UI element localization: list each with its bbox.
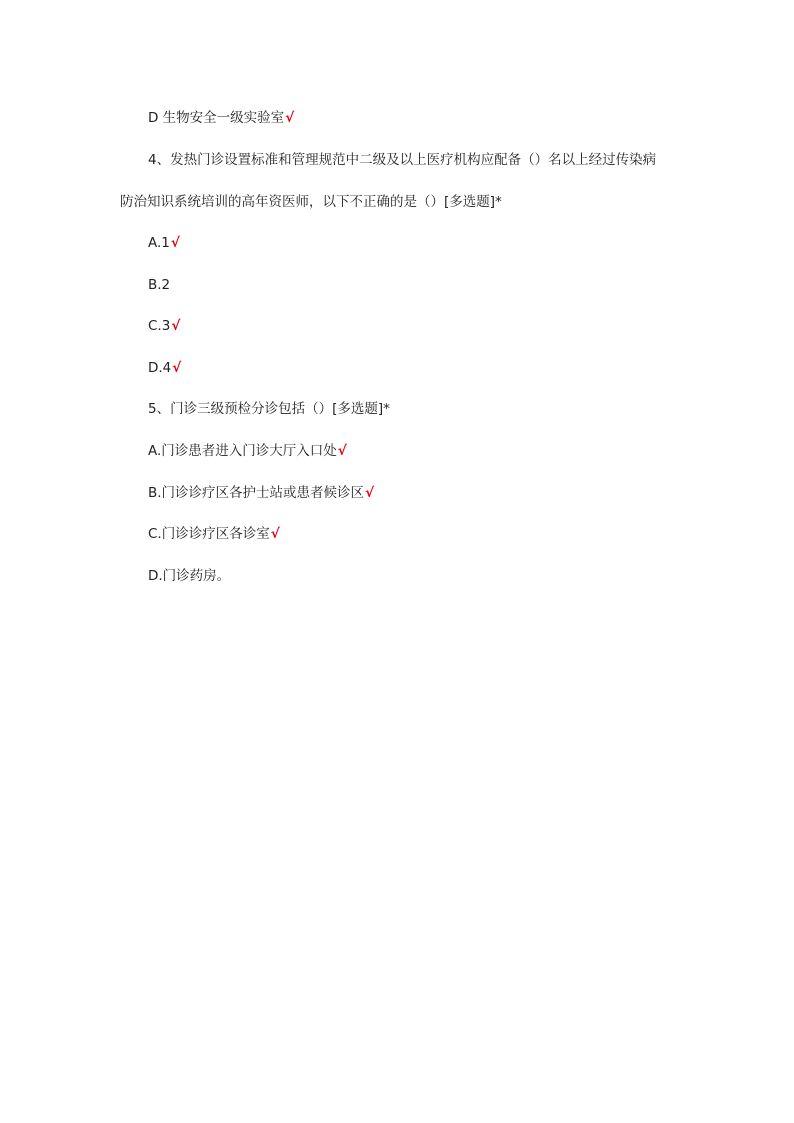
check-mark-icon: √ <box>170 235 180 251</box>
q4-option-c-label: C.3 <box>148 318 171 334</box>
check-mark-icon: √ <box>172 360 182 376</box>
q4-option-a-label: A.1 <box>148 235 170 251</box>
q5-option-a <box>148 442 347 460</box>
q5-option-c-label: C.门诊诊疗区各诊室 <box>148 526 270 542</box>
check-mark-icon: √ <box>270 526 280 542</box>
q5-option-d <box>148 567 230 585</box>
q5-option-c <box>148 525 280 543</box>
check-mark-icon: √ <box>285 110 295 126</box>
check-mark-icon: √ <box>171 318 181 334</box>
check-mark-icon: √ <box>337 443 347 459</box>
q3-option-d <box>148 109 294 127</box>
q4-option-b <box>148 276 170 294</box>
q5-option-d-label: D.门诊药房。 <box>148 568 231 584</box>
q4-stem-line1: 4、发热门诊设置标准和管理规范中二级及以上医疗机构应配备（）名以上经过传染病 <box>148 152 657 168</box>
q4-option-c <box>148 317 180 335</box>
q4-option-d <box>148 359 181 377</box>
q4-option-b-label: B.2 <box>148 277 171 293</box>
q5-stem: 5、门诊三级预检分诊包括（）[多选题]* <box>148 401 390 417</box>
q3-option-d-label: D 生物安全一级实验室 <box>148 110 285 126</box>
q4-option-a <box>148 234 180 252</box>
check-mark-icon: √ <box>365 485 375 501</box>
q4-option-d-label: D.4 <box>148 360 172 376</box>
q5-option-b <box>148 484 374 502</box>
q5-option-a-label: A.门诊患者进入门诊大厅入口处 <box>148 443 337 459</box>
q5-option-b-label: B.门诊诊疗区各护士站或患者候诊区 <box>148 485 365 501</box>
q4-stem-line2: 防治知识系统培训的高年资医师，以下不正确的是（）[多选题]* <box>120 194 502 210</box>
